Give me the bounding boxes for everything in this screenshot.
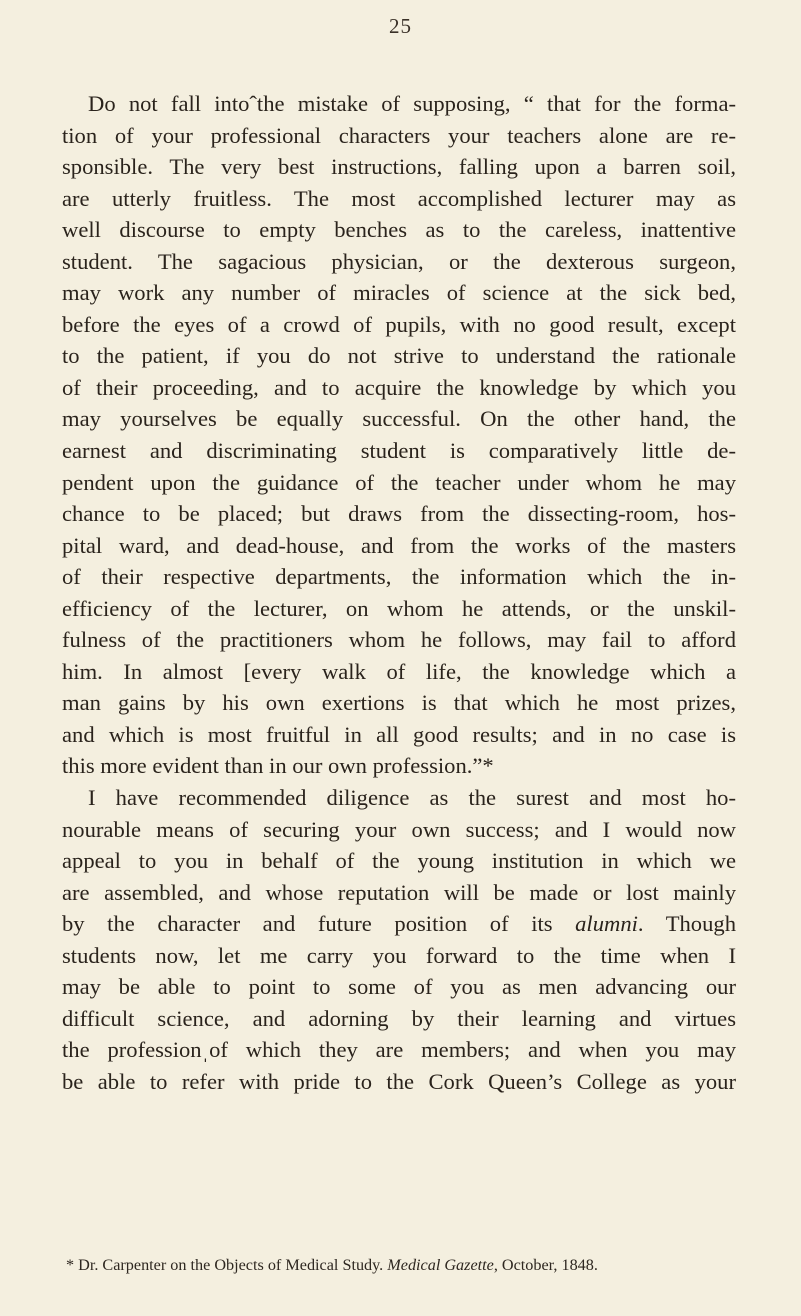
text-line: may yourselves be equally successful. On the other hand, the (62, 406, 736, 432)
text-line: I have recommended diligence as the surest and most ho- (88, 785, 736, 811)
text-line: pendent upon the guidance of the teacher under whom he may (62, 469, 736, 495)
footnote (66, 1256, 746, 1275)
text-line: Do not fall intoˆthe mistake of supposing, “ that for the forma- (88, 91, 736, 116)
text-line: students now, let me carry you forward to the time when I (62, 942, 736, 968)
text-line: man gains by his own exertions is that which he most prizes, (62, 690, 736, 716)
text-line: difficult science, and adorning by their learning and virtues (62, 1005, 736, 1031)
text-line: are utterly fruitless. The most accomplished lecturer may as (62, 185, 736, 211)
footnote-marker: * (66, 1256, 75, 1274)
text-fragment: by the character and future position of its (62, 911, 576, 937)
text-line: well discourse to empty benches as to the careless, inattentive (62, 217, 736, 243)
footnote-text: Dr. Carpenter on the Objects of Medical Study. (74, 1256, 388, 1274)
text-line: sponsible. The very best instructions, falling upon a barren soil, (62, 154, 736, 180)
text-line: of their proceeding, and to acquire the knowledge by which you (62, 374, 736, 400)
text-line: before the eyes of a crowd of pupils, with no good result, except (62, 311, 736, 337)
text-line: tion of your professional characters your teachers alone are re- (62, 122, 736, 148)
text-line: be able to refer with pride to the Cork Queen’s College as your (62, 1068, 736, 1094)
text-line: the professionˌof which they are members; and when you may (62, 1037, 736, 1063)
page-number: 25 (389, 14, 412, 38)
text-line: may work any number of miracles of science at the sick bed, (62, 280, 736, 306)
text-line: pital ward, and dead-house, and from the works of the masters (62, 532, 736, 558)
text-fragment: . Though (637, 911, 736, 937)
text-line: this more evident than in our own profession.”* (62, 753, 494, 779)
text-line: chance to be placed; but draws from the dissecting-room, hos- (62, 501, 736, 527)
italic-word: alumni (575, 911, 638, 937)
text-line: efficiency of the lecturer, on whom he attends, or the unskil- (62, 595, 736, 621)
text-line: of their respective departments, the information which the in- (62, 564, 736, 590)
footnote-date: , October, 1848. (493, 1256, 598, 1274)
text-line: are assembled, and whose reputation will be made or lost mainly (62, 879, 736, 905)
text-line: to the patient, if you do not strive to understand the rationale (62, 343, 736, 369)
text-line: nourable means of securing your own success; and I would now (62, 816, 736, 842)
footnote-journal: Medical Gazette (387, 1256, 494, 1274)
body-text (62, 88, 736, 1098)
text-line: him. In almost [every walk of life, the knowledge which a (62, 658, 736, 684)
text-line: earnest and discriminating student is comparatively little de- (62, 438, 736, 464)
text-line-alumni (62, 908, 736, 940)
text-line: fulness of the practitioners whom he follows, may fail to afford (62, 627, 736, 653)
text-line: student. The sagacious physician, or the dexterous surgeon, (62, 248, 736, 274)
text-line: appeal to you in behalf of the young institution in which we (62, 848, 736, 874)
text-line: and which is most fruitful in all good results; and in no case is (62, 721, 736, 747)
text-line: may be able to point to some of you as men advancing our (62, 974, 736, 1000)
